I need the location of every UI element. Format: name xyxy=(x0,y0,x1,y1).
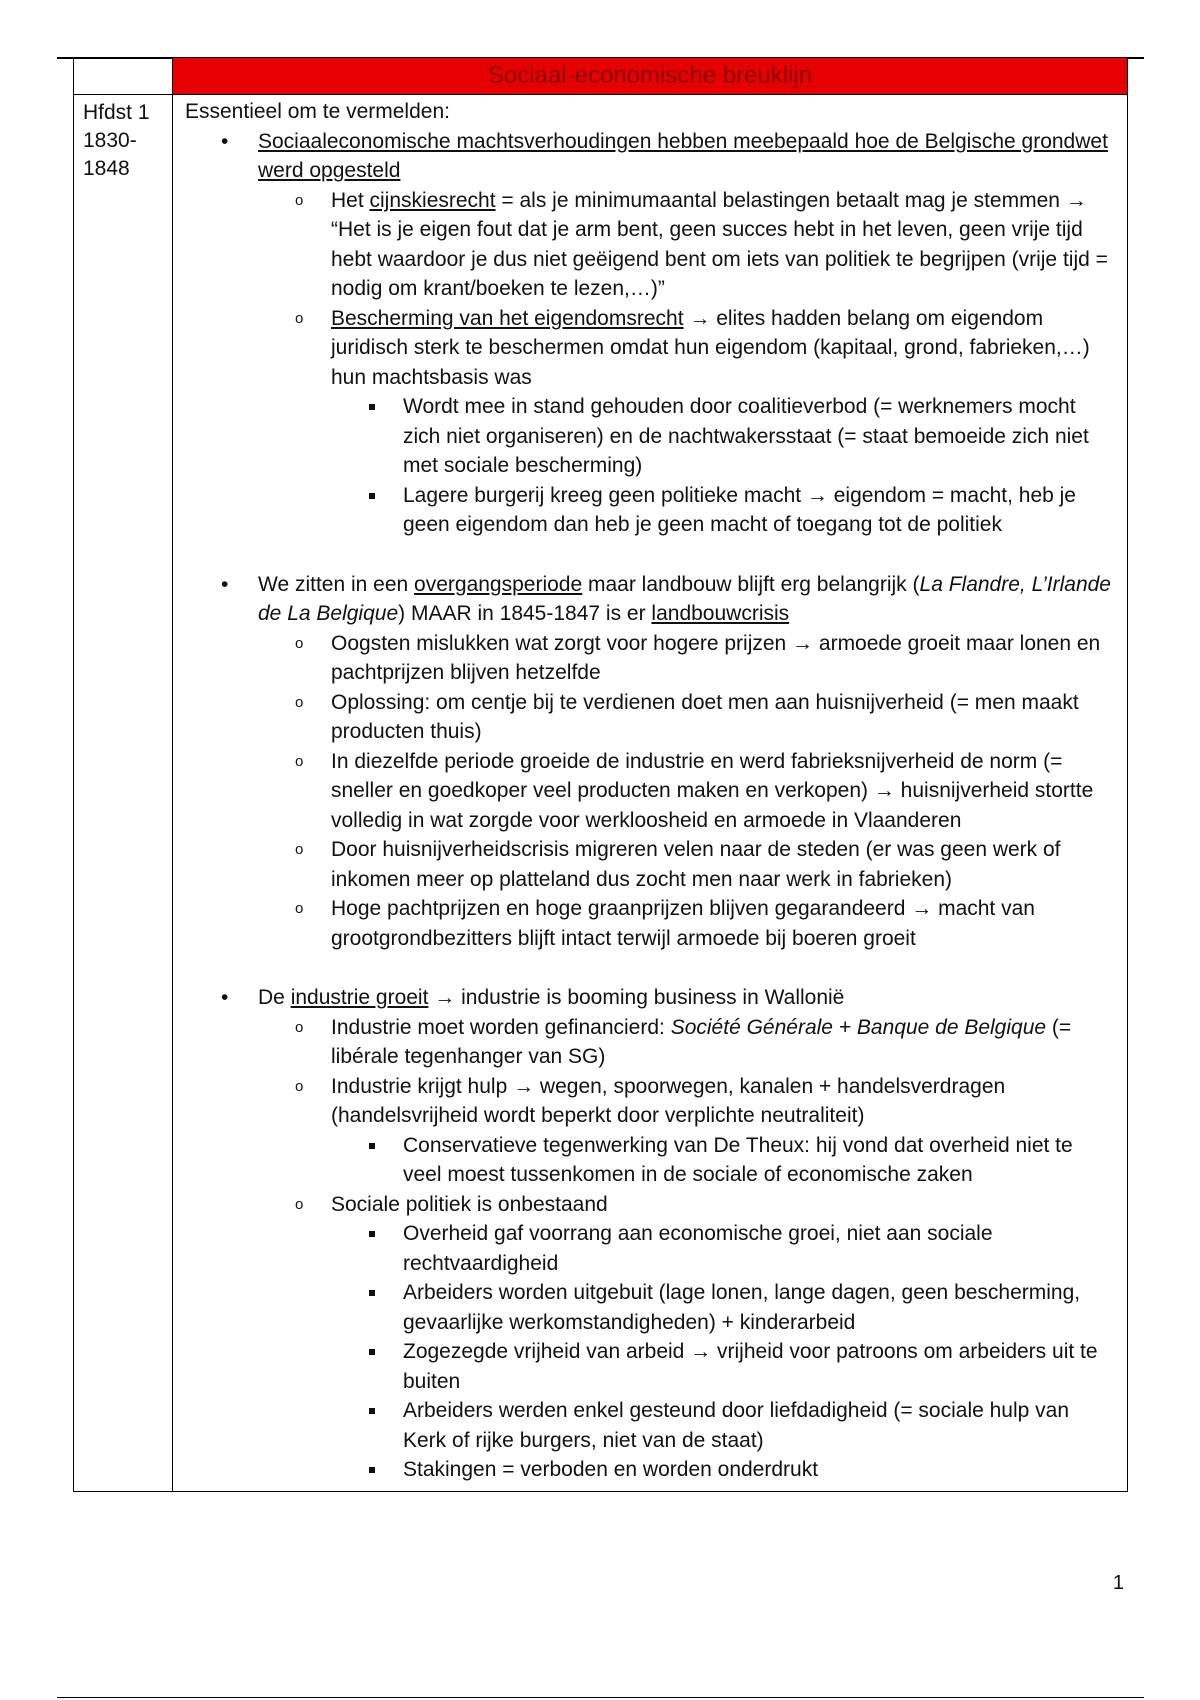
list-item: o Oogsten mislukken wat zorgt voor hogere prijzen → armoede groeit maar lonen en pachtprijzen blijven hetzelfde xyxy=(258,629,1115,688)
chapter-label: Hfdst 1 xyxy=(83,101,150,124)
list-item: Zogezegde vrijheid van arbeid → vrijheid voor patroons om arbeiders uit te buiten xyxy=(331,1337,1115,1396)
list-item: o In diezelfde periode groeide de industrie en werd fabrieksnijverheid de norm (= sneller en goedkoper veel producten maken en verkopen) → huisnijverheid stortte volledig in wat zorgde voor werkloosheid en armoede in Vlaanderen xyxy=(258,747,1115,836)
text: Het xyxy=(331,188,370,212)
list-item xyxy=(258,1190,1115,1485)
underlined-term: cijnskiesrecht xyxy=(369,188,496,212)
italic-text: La Flandre, L’Irlande de La Belgique xyxy=(258,572,1111,625)
list-item: o Hoge pachtprijzen en hoge graanprijzen blijven gegarandeerd → macht van grootgrondbezitters blijft intact terwijl armoede bij boeren groeit xyxy=(258,894,1115,953)
bottom-rule xyxy=(57,1697,1144,1698)
section-3 xyxy=(185,983,1115,1485)
list-item xyxy=(258,186,1115,304)
list-item xyxy=(258,1013,1115,1072)
italic-text: Société Générale + Banque de Belgique xyxy=(670,1015,1047,1039)
section-1 xyxy=(185,127,1115,540)
list-item: Stakingen = verboden en worden onderdrukt xyxy=(331,1455,1115,1485)
list-item xyxy=(258,304,1115,540)
section-2-list xyxy=(258,629,1115,954)
sub-list xyxy=(331,392,1115,540)
content-row xyxy=(74,95,1128,1492)
page-number: 1 xyxy=(1112,1572,1124,1594)
list-item xyxy=(258,1072,1115,1190)
underlined-term: Bescherming van het eigendomsrecht xyxy=(331,306,684,330)
text: = als je minimumaantal belastingen betaalt mag je stemmen → “Het is je eigen fout dat je arm bent, geen succes hebt in het leven, geen vrije tijd hebt waardoor je dus niet geëigend bent om iets van politiek te begrijpen (vrije tijd = nodig om krant/boeken te lezen,…)” xyxy=(331,188,1108,300)
text: Industrie moet worden gefinancierd: xyxy=(331,1015,671,1039)
main-bullet-list xyxy=(185,127,1115,1485)
text: (= libérale tegenhanger van SG) xyxy=(331,1015,1072,1068)
sub-list xyxy=(331,1131,1115,1190)
text: Industrie krijgt hulp → wegen, spoorwegen, kanalen + handelsverdragen (handelsvrijheid wordt beperkt door verplichte neutraliteit) xyxy=(331,1074,1006,1127)
underlined-term: industrie groeit xyxy=(290,986,429,1009)
list-item: Conservatieve tegenwerking van De Theux: hij vond dat overheid niet te veel moest tussenkomen in de sociale of economische zaken xyxy=(331,1131,1115,1190)
header-row xyxy=(74,58,1128,95)
intro-text: Essentieel om te vermelden: xyxy=(185,100,450,123)
list-item: Lagere burgerij kreeg geen politieke macht → eigendom = macht, heb je geen eigendom dan heb je geen macht of toegang tot de politiek xyxy=(331,481,1115,540)
text: maar landbouw blijft erg belangrijk ( xyxy=(582,572,920,596)
list-item: Arbeiders werden enkel gesteund door liefdadigheid (= sociale hulp van Kerk of rijke burgers, niet van de staat) xyxy=(331,1396,1115,1455)
list-item: o Door huisnijverheidscrisis migreren velen naar de steden (er was geen werk of inkomen meer op platteland dus zocht men naar werk in fabrieken) xyxy=(258,835,1115,894)
content-cell xyxy=(173,95,1128,1492)
header-empty-cell xyxy=(74,58,173,95)
section-1-list xyxy=(258,186,1115,540)
text: → elites hadden belang om eigendom juridisch sterk te beschermen omdat hun eigendom (kapitaal, grond, fabrieken,…) hun machtsbasis was xyxy=(331,306,1090,389)
underlined-term: landbouwcrisis xyxy=(651,602,790,625)
list-item: Arbeiders worden uitgebuit (lage lonen, lange dagen, geen bescherming, gevaarlijke werkomstandigheden) + kinderarbeid xyxy=(331,1278,1115,1337)
underlined-term: overgangsperiode xyxy=(414,572,583,596)
section-3-list xyxy=(258,1013,1115,1485)
text: Sociale politiek is onbestaand xyxy=(331,1192,608,1216)
list-item: Overheid gaf voorrang aan economische groei, niet aan sociale rechtvaardigheid xyxy=(331,1219,1115,1278)
header-title-cell xyxy=(173,58,1128,95)
section-2 xyxy=(185,570,1115,954)
list-item: o Oplossing: om centje bij te verdienen doet men aan huisnijverheid (= men maakt producten thuis) xyxy=(258,688,1115,747)
text: We zitten in een xyxy=(258,572,415,596)
sub-list xyxy=(331,1219,1115,1485)
text: De xyxy=(258,986,291,1009)
chapter-years: 1830-1848 xyxy=(83,129,137,180)
section-1-heading: Sociaaleconomische machtsverhoudingen hebben meebepaald hoe de Belgische grondwet werd opgesteld xyxy=(258,129,1108,182)
chapter-cell xyxy=(74,95,173,1492)
text: ) MAAR in 1845-1847 is er xyxy=(398,602,652,625)
list-item: Wordt mee in stand gehouden door coalitieverbod (= werknemers mocht zich niet organiseren) en de nachtwakersstaat (= staat bemoeide zich niet met sociale bescherming) xyxy=(331,392,1115,481)
text: → industrie is booming business in Wallonië xyxy=(428,986,845,1009)
notes-table xyxy=(73,57,1128,1492)
header-title: Sociaal-economische breuklijn xyxy=(487,62,813,89)
